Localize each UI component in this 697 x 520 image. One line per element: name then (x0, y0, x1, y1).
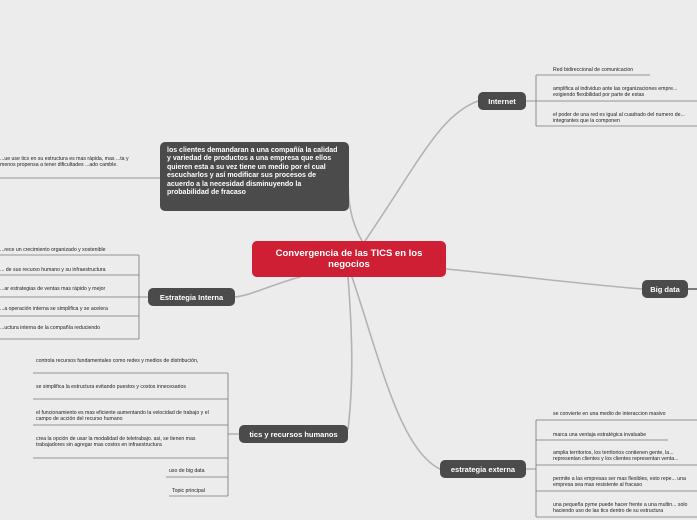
topic-estrategia-interna-label: Estrategia Interna (159, 292, 224, 302)
topic-estrategia-interna[interactable] (148, 288, 235, 306)
internet-leaf-3[interactable]: el poder de una red es igual al cuadrado del numero de... integrantes que la componen (553, 112, 685, 125)
tics-leaf-3[interactable]: el funcionamiento es mas eficiente aumentando la velocidad de trabajo y el campo de acción del recurso humano (36, 410, 209, 423)
clientes-side-leaf[interactable]: ...ue use tics en su estructura es mas rápida, mas ...ta y menos propensa a tener dificultades ...ado camble. (0, 156, 129, 169)
internet-leaf-2[interactable]: amplifica al individuo ante las organizaciones empre... exigiendo flexibilidad por parte de estas (553, 86, 678, 99)
tics-leaf-4[interactable]: crea la opción de usar la modalidad de teletrabajo. asi, se tienen mas trabajadores sin agregar mas costos en infraestructura (36, 436, 196, 449)
topic-clientes[interactable] (160, 142, 349, 211)
externa-leaf-1[interactable]: se convierte en una medio de interaccion masivo (553, 411, 666, 417)
tics-leaf-6[interactable]: Topic principal (172, 488, 205, 494)
connector-big-data (446, 269, 642, 289)
topic-internet-label: Internet (488, 96, 516, 106)
topic-tics-label: tics y recursos humanos (249, 429, 338, 439)
tics-leaf-5[interactable]: uso de big data (169, 468, 205, 474)
interna-leaf-2[interactable]: ... de sus recurso humano y su infraestructura (0, 267, 106, 273)
externa-leaf-2[interactable]: marca una ventaja estratégica invaluabe (553, 432, 647, 438)
externa-leaf-3[interactable]: amplia territorios, los territorios contienen gente, la... representan clientes y los clientes representan venta... (553, 450, 679, 463)
central-topic[interactable] (252, 241, 446, 277)
interna-leaf-5[interactable]: ...uctura interna de la compañía reduciendo (0, 325, 101, 331)
central-topic-label: Convergencia de las TICS en los negocios (275, 248, 423, 270)
connector-internet (365, 101, 478, 241)
topic-big-data[interactable] (642, 280, 688, 298)
topic-big-data-label: Big data (650, 284, 680, 294)
internet-leaf-1[interactable]: Red bidireccional de comunicacion (553, 67, 634, 73)
connector-tics (348, 277, 352, 429)
externa-leaf-5[interactable]: una pequeña pyme puede hacer frente a una multin... solo haciendo uso de las tics dentro de su estructura (553, 502, 688, 515)
connector-clientes (348, 178, 362, 241)
interna-leaf-1[interactable]: ...rece un crecimiento organizado y sostenible (0, 247, 106, 253)
connector-estrategia-interna (234, 277, 300, 297)
externa-leaf-4[interactable]: permite a las empresas ser mas flexibles, esto repe... una empresa sea mas resistente al fracaso (553, 476, 686, 489)
interna-leaf-4[interactable]: ...a operación interna se simplifica y se acelera (0, 306, 108, 312)
topic-tics-recursos-humanos[interactable] (239, 425, 348, 443)
tics-leaf-2[interactable]: se simplifica la estructura evitando puestos y costos innecesarios (36, 384, 186, 390)
topic-estrategia-externa[interactable] (440, 460, 526, 478)
tics-leaf-1[interactable]: controla recursos fundamentales como redes y medios de distribución, (36, 358, 199, 364)
connector-estrategia-externa (352, 277, 440, 469)
topic-internet[interactable] (478, 92, 526, 110)
interna-leaf-3[interactable]: ...ar estrategias de ventas mas rápido y mejor (0, 286, 106, 292)
topic-clientes-text: los clientes demandaran a una compañía la calidad y variedad de productos a una empresa que ellos quieren esta a su vez tiene un medio por el cual escucharlos y así modificar sus procesos de acuerdo a la necesidad disminuyendo la probabilidad de fracaso (167, 147, 338, 197)
topic-estrategia-externa-label: estrategia externa (450, 464, 516, 474)
